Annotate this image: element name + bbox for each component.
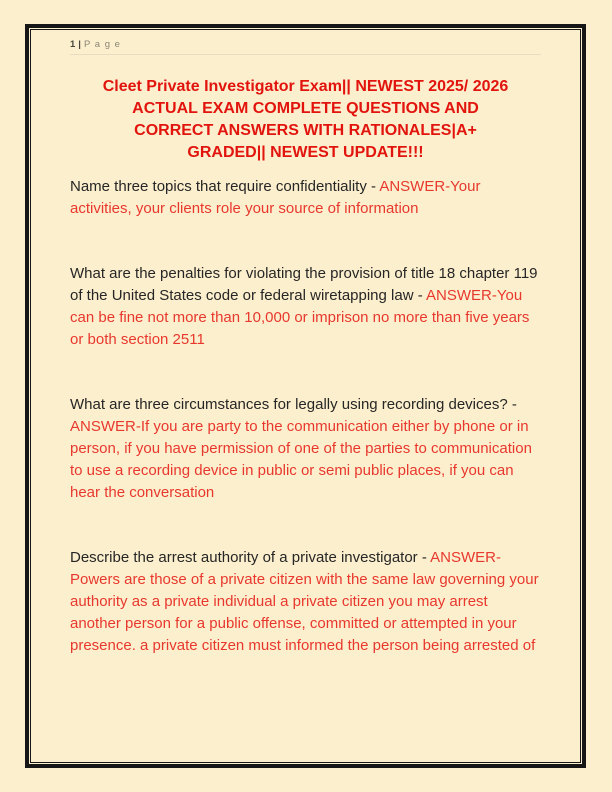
title-line: GRADED|| NEWEST UPDATE!!! bbox=[187, 144, 424, 161]
qa-block bbox=[70, 263, 540, 351]
answer-text: ANSWER-You can be fine not more than 10,000 or imprison no more than five years or both section 2511 bbox=[70, 287, 530, 348]
qa-block bbox=[70, 394, 540, 504]
qa-block bbox=[70, 547, 540, 657]
title-line: ACTUAL EXAM COMPLETE QUESTIONS AND bbox=[132, 100, 479, 117]
question-text: What are the penalties for violating the provision of title 18 chapter 119 of the United States code or federal wiretapping law - bbox=[70, 265, 538, 304]
question-text: What are three circumstances for legally using recording devices? - bbox=[70, 396, 517, 413]
question-text: Describe the arrest authority of a private investigator - bbox=[70, 549, 431, 566]
title-line: Cleet Private Investigator Exam|| NEWEST 2025/ 2026 bbox=[102, 78, 509, 95]
qa-block bbox=[70, 176, 540, 220]
answer-text: ANSWER-If you are party to the communication either by phone or in person, if you have permission of one of the parties to communication to use a recording device in public or semi public places, if you can hear the conversation bbox=[70, 418, 532, 501]
question-text: Name three topics that require confidentiality - bbox=[70, 178, 380, 195]
qa-section bbox=[70, 176, 541, 657]
answer-text: ANSWER-Powers are those of a private citizen with the same law governing your authority as a private individual a private citizen you may arrest another person for a public offense, committed or attempted in your presence. a private citizen must informed the person being arrested of bbox=[70, 549, 539, 654]
header-separator: | bbox=[78, 39, 82, 50]
page-border-frame bbox=[25, 24, 586, 768]
header-page-label: P a g e bbox=[83, 39, 121, 50]
page-content bbox=[31, 30, 580, 762]
title-line: CORRECT ANSWERS WITH RATIONALES|A+ bbox=[134, 122, 477, 139]
answer-text: ANSWER-Your activities, your clients role your source of information bbox=[70, 178, 481, 217]
page-header bbox=[70, 36, 541, 50]
page-border-inner bbox=[30, 29, 581, 763]
header-rule bbox=[70, 54, 541, 55]
document-title bbox=[70, 76, 541, 164]
page-number: 1 bbox=[70, 39, 76, 50]
